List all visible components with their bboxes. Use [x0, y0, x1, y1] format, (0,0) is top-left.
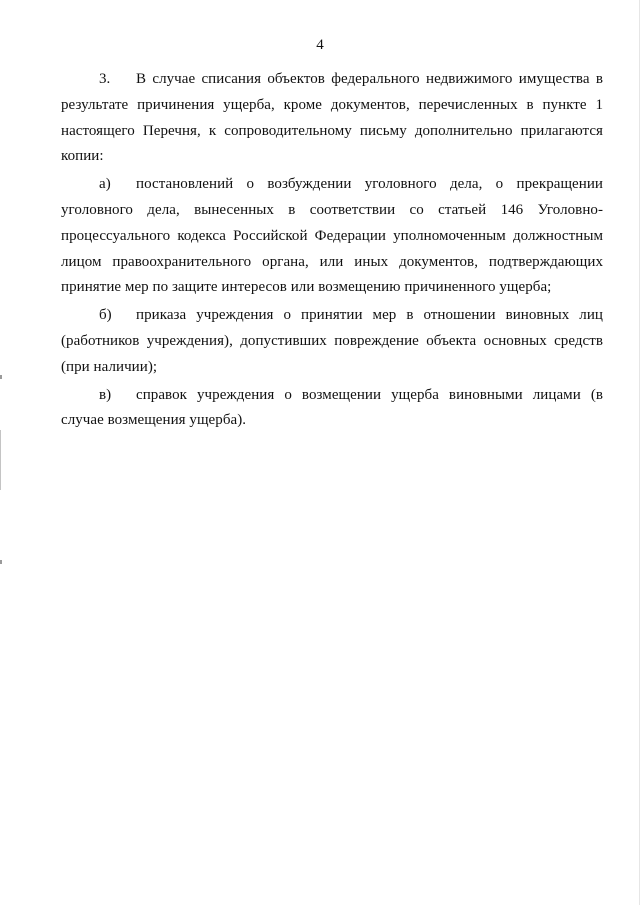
- paragraph-marker: а): [99, 176, 111, 193]
- paragraph-text: постановлений о возбуждении уголовного дела, о прекращении уголовного дела, вынесенных в соответствии со статьей 146 Уголовно-процессуального кодекса Российской Федерации уполномоченным должностным лицом правоохранительного органа, или иных документов, подтверждающих принятие мер по защите интересов или возмещению причиненного ущерба;: [61, 176, 603, 296]
- paragraph-text: справок учреждения о возмещении ущерба виновными лицами (в случае возмещения ущерба).: [61, 386, 603, 429]
- paragraph-marker: б): [99, 307, 112, 324]
- paragraph-marker: в): [99, 386, 112, 403]
- scan-edge-mark: [0, 375, 2, 379]
- paragraph-text: В случае списания объектов федерального недвижимого имущества в результате причинения ущерба, кроме документов, перечисленных в пункте 1 настоящего Перечня, к сопроводительному письму дополнительно прилагаются копии:: [61, 71, 603, 165]
- paragraph-a: [61, 172, 603, 301]
- page-number: 4: [316, 37, 324, 53]
- paragraph-v: [61, 383, 603, 435]
- scan-edge-mark: [0, 430, 1, 490]
- paragraph-b: [61, 303, 603, 380]
- paragraph-text: приказа учреждения о принятии мер в отношении виновных лиц (работников учреждения), допустивших повреждение объекта основных средств (при наличии);: [61, 307, 603, 375]
- document-body: [61, 67, 603, 434]
- paragraph-marker: 3.: [99, 71, 111, 87]
- scan-edge-mark: [0, 560, 2, 564]
- paragraph-3: [61, 67, 603, 170]
